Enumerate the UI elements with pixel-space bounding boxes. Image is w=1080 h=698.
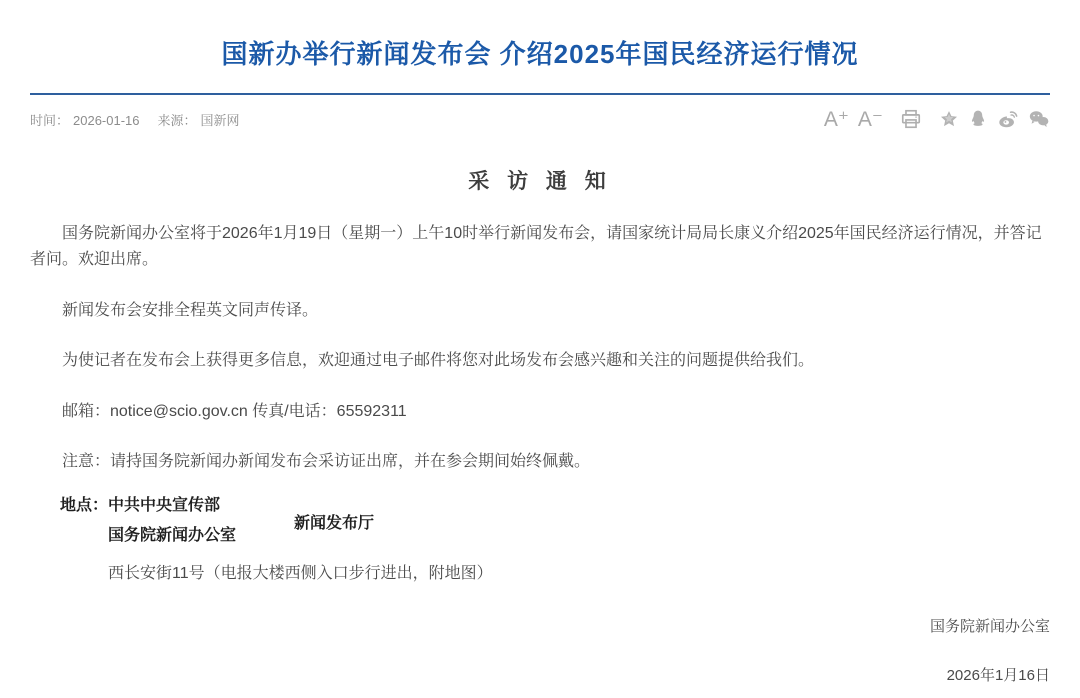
font-decrease-button[interactable]: A⁻ bbox=[857, 107, 883, 131]
source-label: 来源： bbox=[157, 112, 197, 128]
source-value: 国新网 bbox=[200, 112, 240, 128]
notice-heading: 采 访 通 知 bbox=[468, 170, 612, 193]
location-address: 西长安街11号（电报大楼西侧入口步行进出，附地图） bbox=[108, 565, 493, 583]
location-hall: 新闻发布厅 bbox=[294, 514, 375, 532]
paragraph-interpretation: 新闻发布会安排全程英文同声传译。 bbox=[62, 301, 319, 319]
location-org-line1: 中共中央宣传部 bbox=[108, 497, 221, 515]
weibo-share-icon[interactable] bbox=[997, 108, 1019, 130]
meta-bar bbox=[30, 105, 1050, 133]
font-increase-button[interactable]: A⁺ bbox=[823, 107, 849, 131]
paragraph-contact: 邮箱：notice@scio.gov.cn 传真/电话：65592311 bbox=[62, 402, 407, 420]
article-meta bbox=[30, 110, 240, 129]
article-body bbox=[30, 221, 1050, 685]
wechat-share-icon[interactable] bbox=[1028, 108, 1050, 130]
star-favorite-icon[interactable] bbox=[939, 109, 959, 129]
signature-org: 国务院新闻办公室 bbox=[929, 618, 1050, 636]
article-toolbar bbox=[824, 108, 1050, 130]
location-org-line2: 国务院新闻办公室 bbox=[108, 527, 237, 545]
location-block bbox=[30, 491, 1050, 551]
location-label: 地点： bbox=[60, 497, 109, 515]
article-page bbox=[0, 34, 1080, 685]
time-value: 2026-01-16 bbox=[73, 112, 140, 128]
print-icon[interactable] bbox=[900, 108, 922, 130]
paragraph-announcement: 国务院新闻办公室将于2026年1月19日（星期一）上午10时举行新闻发布会，请国家统计局局长康义介绍2025年国民经济运行情况，并答记者问。欢迎出席。 bbox=[30, 225, 1042, 269]
page-title: 国新办举行新闻发布会 介绍2025年国民经济运行情况 bbox=[221, 39, 859, 69]
paragraph-email-invite: 为使记者在发布会上获得更多信息，欢迎通过电子邮件将您对此场发布会感兴趣和关注的问题提供给我们。 bbox=[62, 352, 815, 370]
location-orgs bbox=[108, 491, 236, 551]
signature-date: 2026年1月16日 bbox=[946, 667, 1050, 685]
title-divider bbox=[30, 93, 1050, 95]
qq-share-icon[interactable] bbox=[968, 109, 988, 129]
time-label: 时间： bbox=[30, 112, 70, 128]
paragraph-note: 注意：请持国务院新闻办新闻发布会采访证出席，并在参会期间始终佩戴。 bbox=[62, 452, 591, 470]
